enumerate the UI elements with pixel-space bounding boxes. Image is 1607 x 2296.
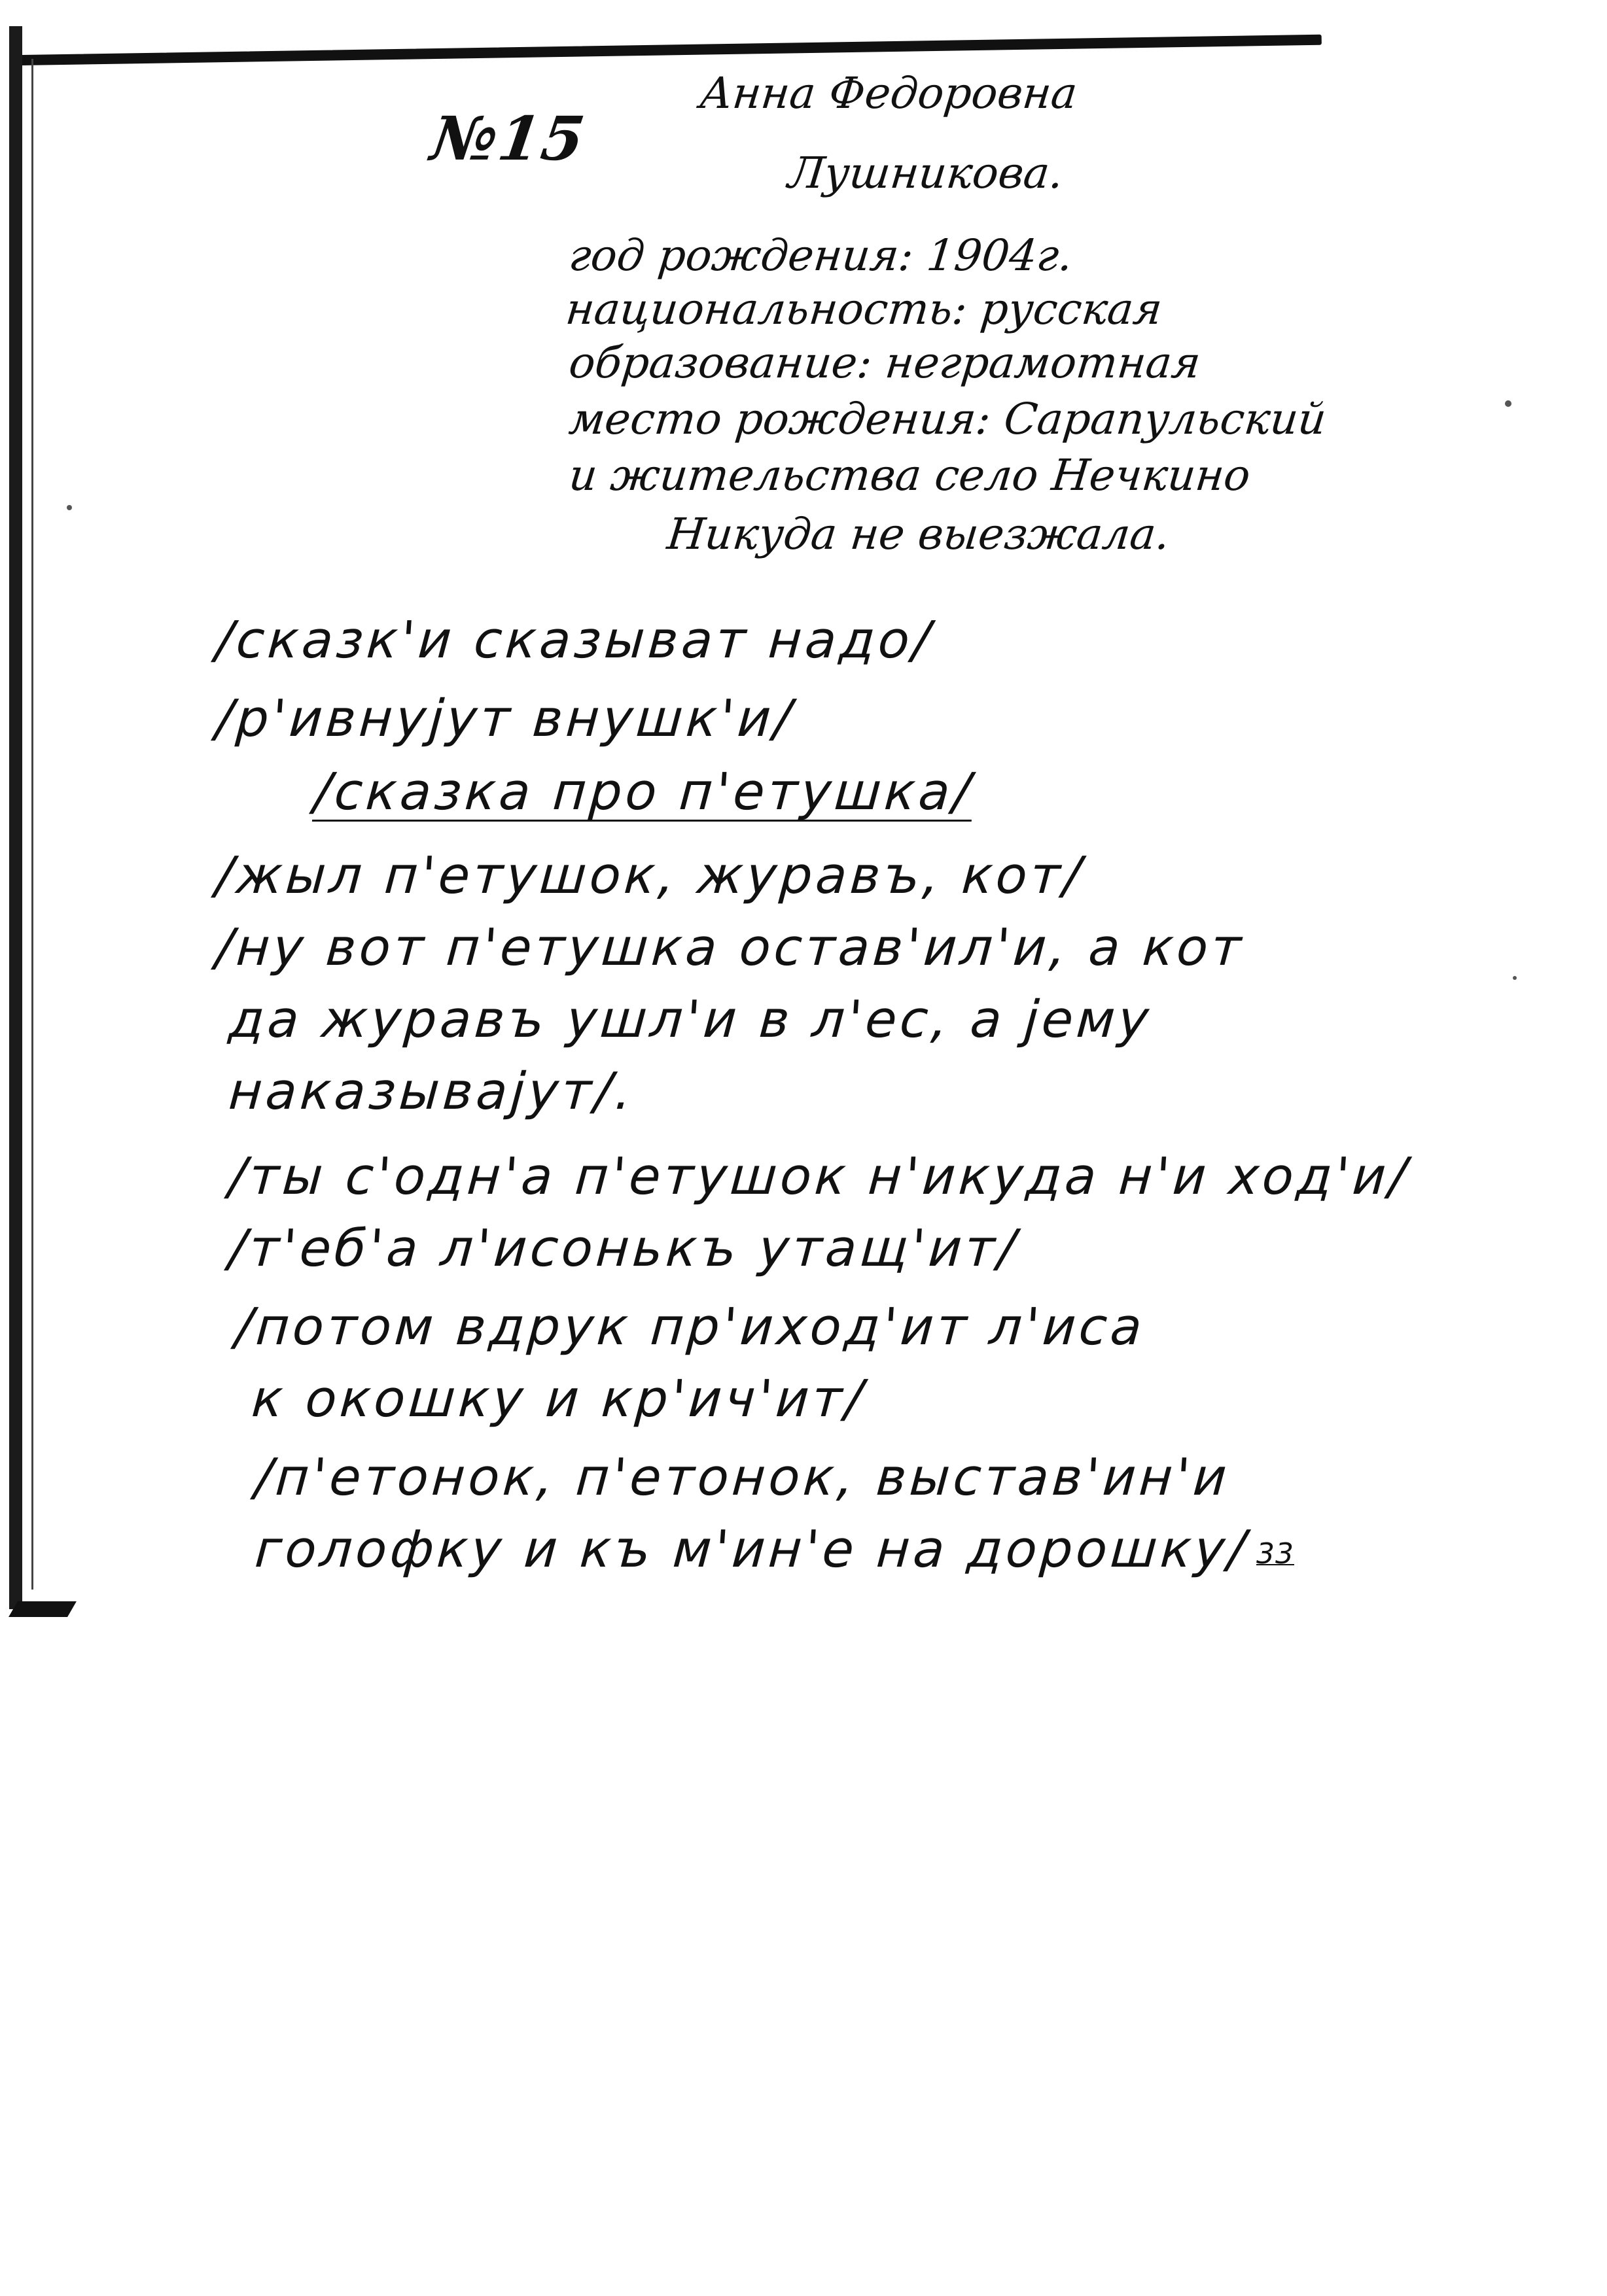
scan-speck [1505, 400, 1511, 407]
text-line: голофку и къ м'ин'е на дорошку/ [253, 1520, 1251, 1579]
text-line: /т'еб'а л'исонькъ утащ'ит/ [226, 1219, 1021, 1278]
informant-first-names: Анна Федоровна [698, 68, 1080, 118]
text-line: /п'етонок, п'етонок, выстав'ин'и [253, 1448, 1232, 1507]
text-line: наказывајут/. [226, 1062, 637, 1121]
page-mark: 33 [1256, 1537, 1294, 1571]
scan-speck [67, 505, 72, 510]
text-line: /потом вдрук пр'иход'ит л'иса [233, 1298, 1147, 1357]
binding-edge-left [9, 26, 22, 1609]
text-line: /ты с'одн'а п'етушок н'икуда н'и ход'и/ [226, 1147, 1412, 1206]
residence: и жительства село Нечкино [567, 450, 1253, 500]
text-line: к окошку и кр'ич'ит/ [249, 1370, 868, 1429]
nationality: национальность: русская [563, 284, 1165, 334]
education: образование: неграмотная [567, 338, 1203, 388]
informant-surname: Лушникова. [786, 148, 1066, 198]
scan-speck [1513, 976, 1517, 980]
text-line: да журавъ ушл'и в л'ес, а јему [226, 990, 1154, 1049]
travel-note: Никуда не выезжала. [665, 509, 1173, 559]
text-line: /жыл п'етушок, журавъ, кот/ [213, 846, 1086, 905]
birth-year: год рождения: 1904г. [567, 230, 1076, 281]
text-line: /р'ивнујут внушк'и/ [213, 689, 797, 748]
binding-edge-top [20, 35, 1322, 65]
text-line: /сказк'и сказыват надо/ [213, 611, 936, 670]
text-line: /ну вот п'етушка остав'ил'и, а кот [213, 918, 1246, 977]
birthplace: место рождения: Сарапульский [567, 394, 1329, 444]
document-number: №15 [427, 103, 590, 174]
tale-title: /сказка про п'етушка/ [311, 763, 976, 822]
binding-corner [9, 1601, 77, 1617]
binding-edge-line [31, 59, 33, 1590]
